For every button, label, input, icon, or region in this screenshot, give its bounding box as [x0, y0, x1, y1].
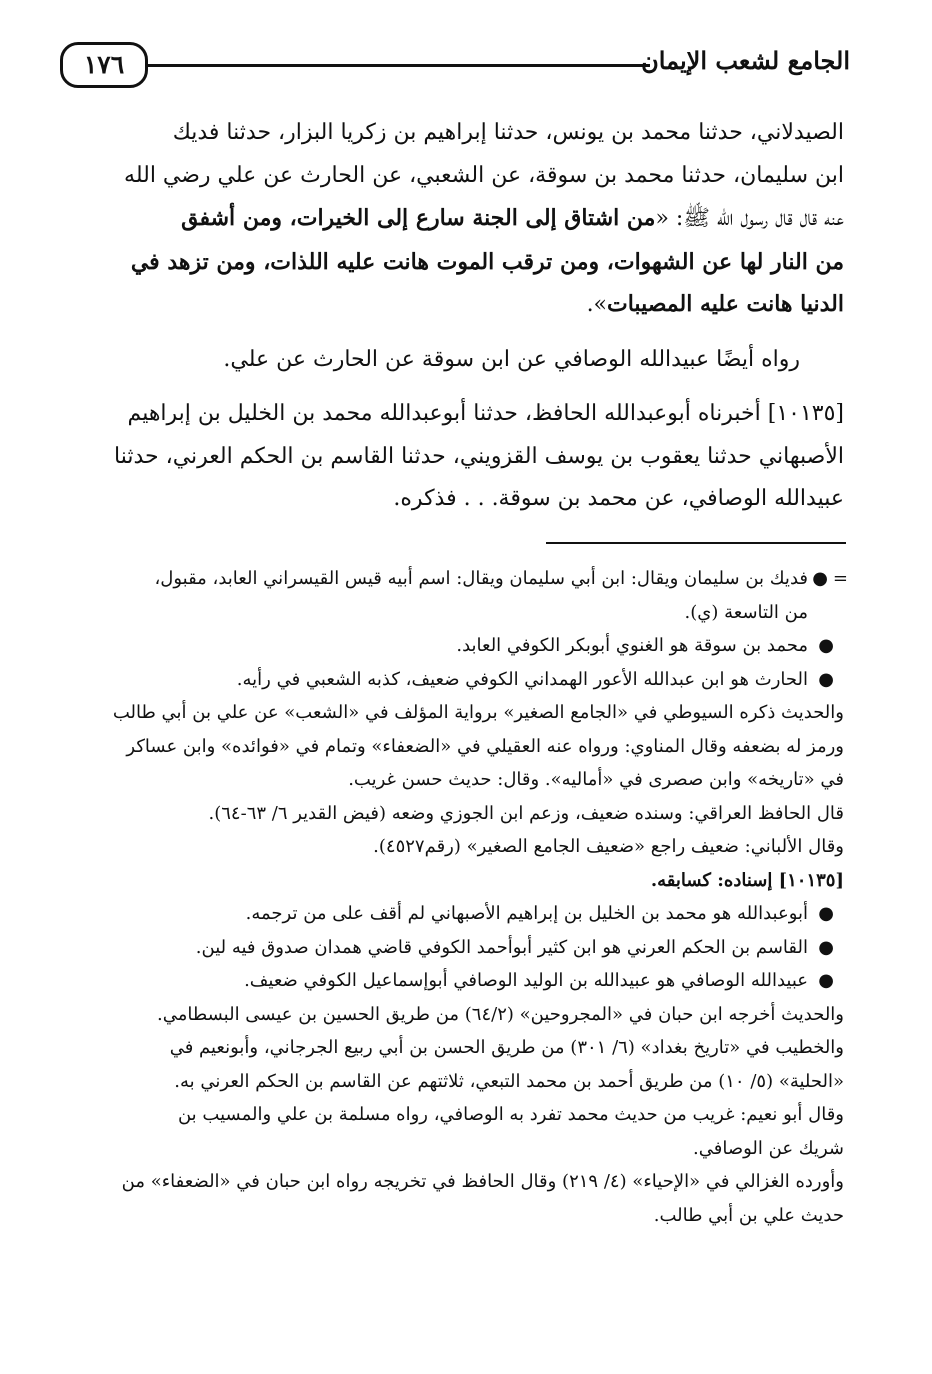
text-line: الأصبهاني حدثنا يعقوب بن يوسف القزويني، حدثنا القاسم بن الحكم العرني، حدثنا: [114, 443, 844, 469]
text-line: «الحلية» (٥/ ١٠) من طريق أحمد بن محمد التبعي، ثلاثتهم عن القاسم بن الحكم العرني به.: [174, 1070, 844, 1092]
page-header: [60, 38, 850, 96]
paragraph-riwaya: رواه أيضًا عبيدالله الوصافي عن ابن سوقة عن الحارث عن علي.: [223, 346, 800, 372]
text-fragment: ».: [586, 292, 608, 317]
text-line: [68, 197, 844, 241]
text-line: من التاسعة (ي).: [684, 601, 808, 623]
text-line: عبيدالله الوصافي، عن محمد بن سوقة. . . فذكره.: [393, 486, 844, 511]
text-line: محمد بن سوقة هو الغنوي أبوبكر الكوفي العابد.: [456, 635, 808, 656]
footnote-paragraph: وقال الألباني: ضعيف راجع «ضعيف الجامع الصغير» (رقم٤٥٢٧).: [373, 836, 844, 857]
main-text: [68, 112, 844, 521]
hadith-text: من اشتاق إلى الجنة سارع إلى الخيرات، ومن أشفق: [181, 205, 656, 231]
text-line: والخطيب في «تاريخ بغداد» (٦/ ٣٠١) من طريق الحسن بن أبي ربيع الجرجاني، وأبونعيم في: [169, 1037, 844, 1058]
footnote-heading: [١٠١٣٥] إسناده: كسابقه.: [650, 869, 844, 891]
footnote-bullet: [68, 931, 844, 965]
footnote-paragraph: والحديث أخرجه ابن حبان في «المجروحين» (٦٤/٢) من طريق الحسين بن عيسى البسطامي.: [156, 1003, 844, 1025]
text-line: [١٠١٣٥] أخبرناه أبوعبدالله الحافظ، حدثنا أبوعبدالله محمد بن الخليل بن إبراهيم: [127, 401, 844, 426]
footnote-paragraph: قال الحافظ العراقي: وسنده ضعيف، وزعم ابن الجوزي وضعه (فيض القدير ٦/ ٦٣-٦٤).: [208, 802, 844, 824]
paragraph-numbered: [68, 393, 844, 521]
book-title: الجامع لشعب الإيمان: [641, 46, 850, 75]
text-line: أبوعبدالله هو محمد بن الخليل بن إبراهيم الأصبهاني لم أقف على من ترجمه.: [245, 903, 808, 924]
bullet-icon: ●: [818, 936, 834, 958]
continuation-marker: =: [832, 568, 848, 589]
footnote-paragraph: [68, 1031, 844, 1098]
text-line: والحديث ذكره السيوطي في «الجامع الصغير» برواية المؤلف في «الشعب» عن علي بن أبي طالب: [112, 702, 844, 723]
paragraph-isnad: [68, 112, 844, 327]
footnote-bullet: [68, 964, 844, 998]
hadith-line: من النار لها عن الشهوات، ومن ترقب الموت هانت عليه اللذات، ومن تزهد في: [130, 248, 844, 275]
footnote-paragraph: [68, 1098, 844, 1165]
text-line: ورمز له بضعفه وقال المناوي: ورواه عنه العقيلي في «الضعفاء» وتمام في «فوائده» وابن عساكر: [126, 735, 844, 757]
footnote-bullet: [68, 663, 844, 697]
text-line: في «تاريخه» وابن صصرى في «أماليه». وقال: حديث حسن غريب.: [348, 769, 844, 790]
text-line: وقال أبو نعيم: غريب من حديث محمد تفرد به الوصافي، رواه مسلمة بن علي والمسيب بن: [177, 1104, 844, 1125]
text-line: عبيدالله الوصافي هو عبيدالله بن الوليد الوصافي أبوإسماعيل الكوفي ضعيف.: [244, 970, 808, 991]
text-line: الحارث هو ابن عبدالله الأعور الهمداني الكوفي ضعيف، كذبه الشعبي في رأيه.: [236, 668, 808, 690]
text-line: وأورده الغزالي في «الإحياء» (٤/ ٢١٩) وقال الحافظ في تخريجه رواه ابن حبان في «الضعفاء» من: [121, 1171, 844, 1192]
text-line: القاسم بن الحكم العرني هو ابن كثير أبوأحمد الكوفي قاضي همدان صدوق فيه لين.: [195, 936, 808, 958]
bullet-icon: ●: [818, 903, 834, 924]
footnote-paragraph: [68, 696, 844, 797]
text-line: ابن سليمان، حدثنا محمد بن سوقة، عن الشعبي، عن الحارث عن علي رضي الله: [124, 162, 844, 188]
text-fragment: عنه قال قال رسول الله ﷺ: «: [655, 206, 844, 231]
footnote-bullet: [68, 562, 848, 629]
bullet-icon: ●: [818, 970, 834, 991]
text-line: فديك بن سليمان ويقال: ابن أبي سليمان ويقال: اسم أبيه قيس القيسراني العابد، مقبول،: [154, 568, 808, 589]
page-number: ١٧٦: [60, 42, 148, 88]
text-line: الصيدلاني، حدثنا محمد بن يونس، حدثنا إبراهيم بن زكريا البزار، حدثنا فديك: [172, 120, 844, 145]
footnote-paragraph: [68, 1165, 844, 1232]
footnote-bullet: [68, 629, 844, 663]
text-line: [68, 283, 844, 327]
footnotes: [68, 562, 848, 1232]
bullet-icon: ●: [818, 668, 834, 690]
footnote-bullet: [68, 897, 844, 931]
text-line: حديث علي بن أبي طالب.: [653, 1204, 844, 1226]
text-line: شريك عن الوصافي.: [693, 1137, 844, 1159]
bullet-icon: ●: [818, 635, 834, 656]
hadith-line: الدنيا هانت عليه المصيبات: [607, 291, 844, 317]
bullet-icon: ●: [812, 568, 828, 589]
header-rule: [148, 64, 650, 67]
footnote-divider: [546, 542, 846, 544]
